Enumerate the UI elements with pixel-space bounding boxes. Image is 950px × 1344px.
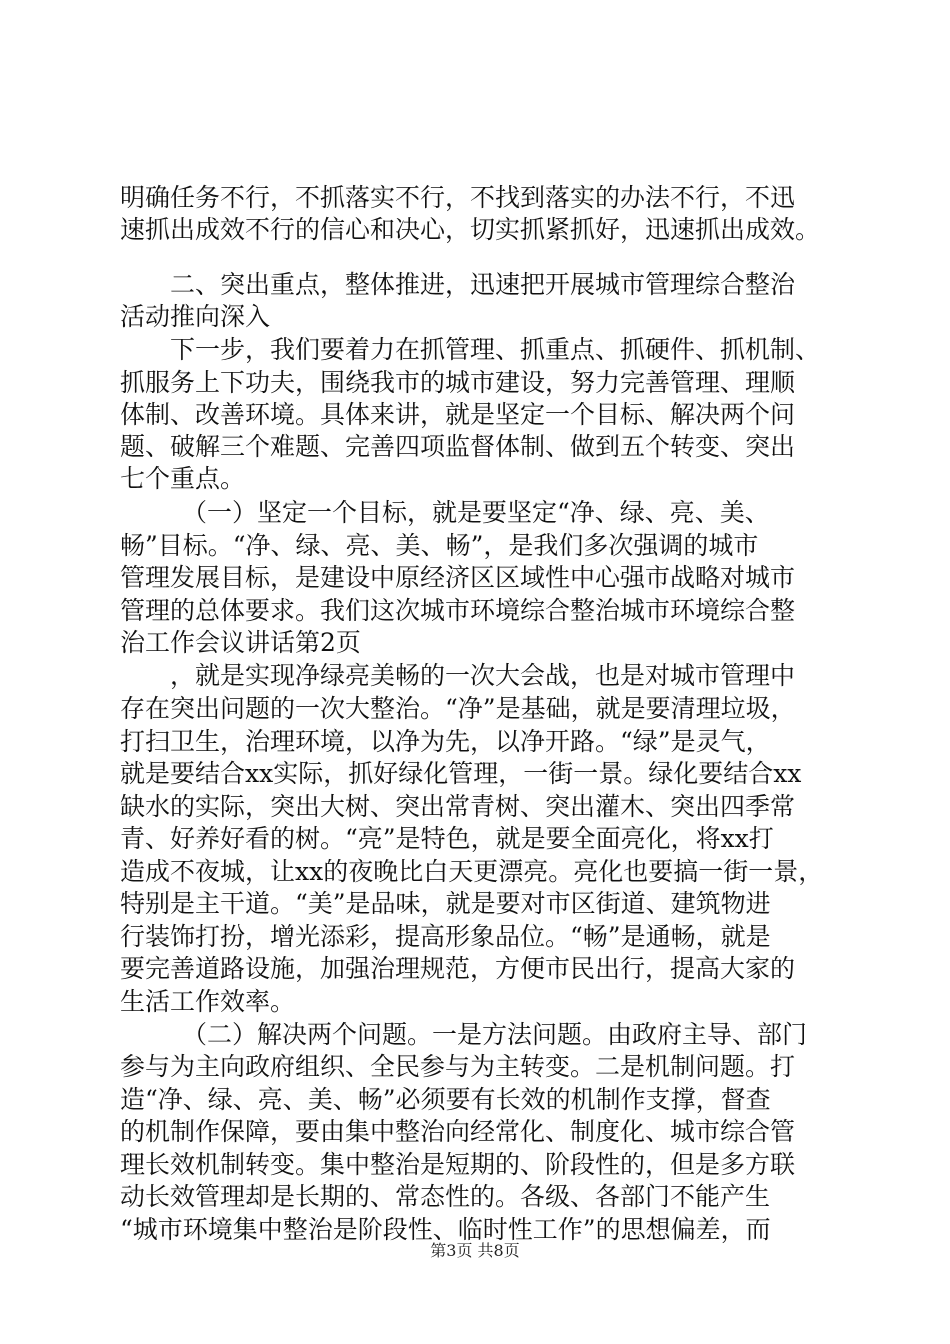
text-line: 体制、改善环境。具体来讲，就是坚定一个目标、解决两个问 [120, 400, 796, 429]
text-line: 青、好养好看的树。“亮”是特色，就是要全面亮化，将xx打 [120, 824, 774, 853]
text-line: 治工作会议讲话第2页 [120, 628, 361, 657]
text-line: 理长效机制转变。集中整治是短期的、阶段性的，但是多方联 [120, 1150, 796, 1179]
text-line: （二）解决两个问题。一是方法问题。由政府主导、部门 [182, 1020, 808, 1049]
text-line: 造成不夜城，让xx的夜晚比白天更漂亮。亮化也要搞一街一景， [120, 857, 824, 886]
text-line: （一）坚定一个目标，就是要坚定“净、绿、亮、美、 [182, 498, 770, 527]
text-line: 畅”目标。“净、绿、亮、美、畅”，是我们多次强调的城市 [120, 531, 759, 560]
text-line: 下一步，我们要着力在抓管理、抓重点、抓硬件、抓机制、 [170, 335, 821, 364]
text-line: 造“净、绿、亮、美、畅”必须要有长效的机制作支撑，督查 [120, 1085, 771, 1114]
text-line: 行装饰打扮，增光添彩，提高形象品位。“畅”是通畅，就是 [120, 922, 771, 951]
text-line: 抓服务上下功夫，围绕我市的城市建设，努力完善管理、理顺 [120, 368, 796, 397]
text-line: 生活工作效率。 [120, 987, 296, 1016]
text-line: 就是要结合xx实际，抓好绿化管理，一街一景。绿化要结合xx [120, 759, 802, 788]
section-heading: 活动推向深入 [120, 302, 271, 331]
text-line: 速抓出成效不行的信心和决心，切实抓紧抓好，迅速抓出成效。 [120, 215, 821, 244]
text-line: 管理的总体要求。我们这次城市环境综合整治城市环境综合整 [120, 596, 796, 625]
text-line: 明确任务不行，不抓落实不行，不找到落实的办法不行，不迅 [120, 183, 796, 212]
page-number-footer: 第3页 共8页 [430, 1241, 520, 1260]
text-line: 存在突出问题的一次大整治。“净”是基础，就是要清理垃圾， [120, 694, 796, 723]
section-heading: 二、突出重点，整体推进，迅速把开展城市管理综合整治 [170, 270, 796, 299]
text-line: ，就是实现净绿亮美畅的一次大会战，也是对城市管理中 [170, 661, 796, 690]
text-line: 的机制作保障，要由集中整治向经常化、制度化、城市综合管 [120, 1117, 796, 1146]
text-line: “城市环境集中整治是阶段性、临时性工作”的思想偏差，而 [120, 1215, 771, 1244]
text-line: 七个重点。 [120, 464, 246, 493]
text-line: 参与为主向政府组织、全民参与为主转变。二是机制问题。打 [120, 1052, 796, 1081]
text-line: 缺水的实际，突出大树、突出常青树、突出灌木、突出四季常 [120, 792, 796, 821]
text-line: 特别是主干道。“美”是品味，就是要对市区街道、建筑物进 [120, 889, 771, 918]
text-line: 题、破解三个难题、完善四项监督体制、做到五个转变、突出 [120, 432, 796, 461]
text-line: 动长效管理却是长期的、常态性的。各级、各部门不能产生 [120, 1182, 771, 1211]
text-line: 要完善道路设施，加强治理规范，方便市民出行，提高大家的 [120, 954, 796, 983]
text-line: 打扫卫生，治理环境，以净为先，以净开路。“绿”是灵气， [120, 727, 771, 756]
text-line: 管理发展目标，是建设中原经济区区域性中心强市战略对城市 [120, 563, 796, 592]
